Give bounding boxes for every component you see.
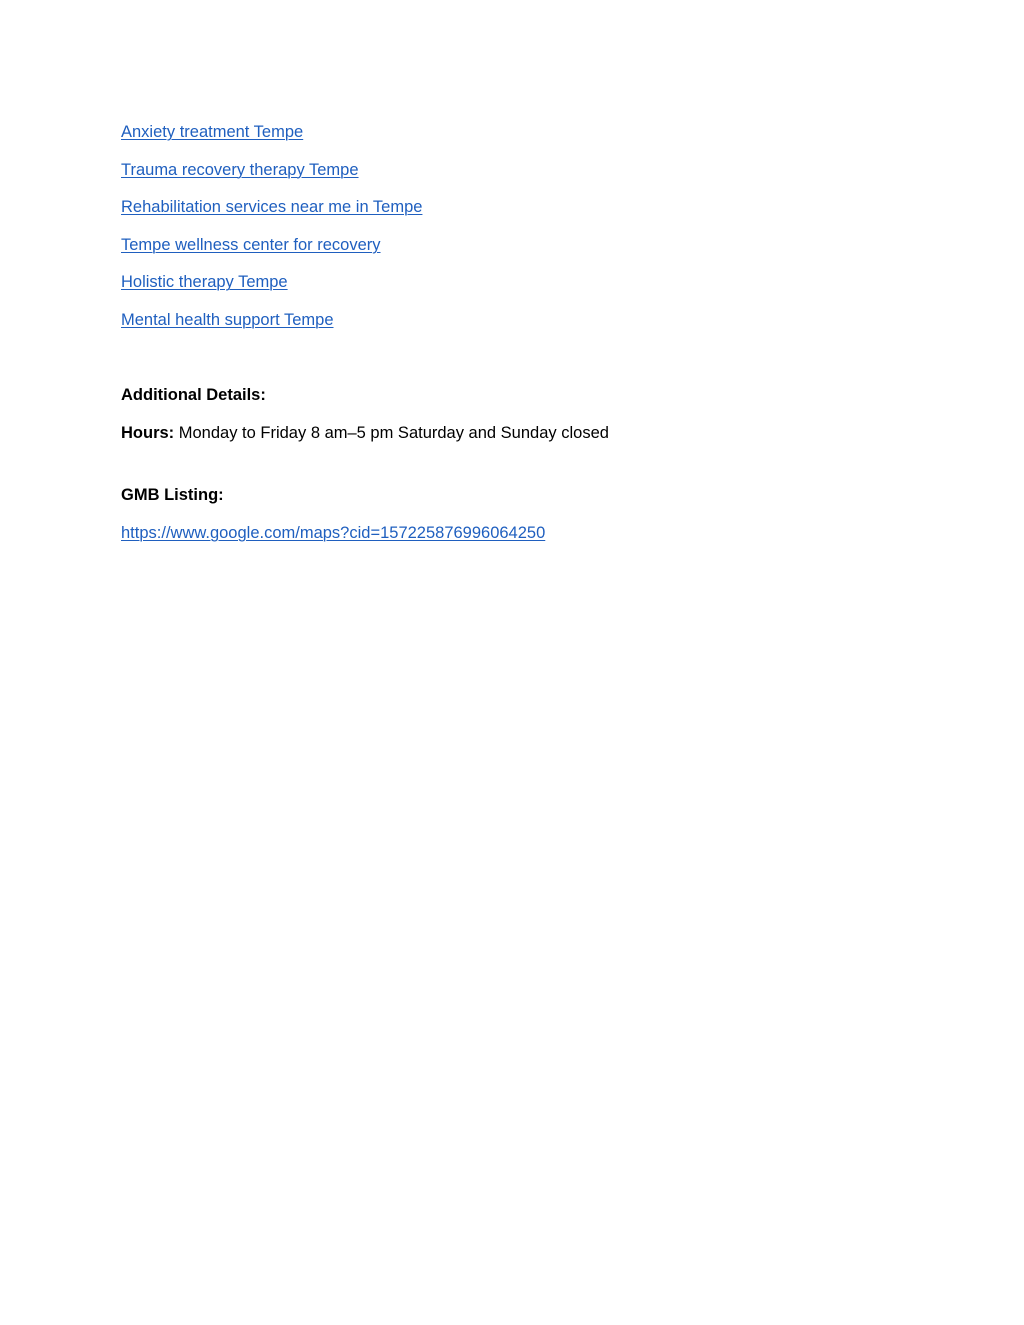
link-anxiety-treatment[interactable]: Anxiety treatment Tempe (121, 123, 304, 141)
link-wellness-center[interactable]: Tempe wellness center for recovery (121, 235, 381, 254)
link-trauma-recovery-therapy[interactable]: Trauma recovery therapy Tempe (121, 160, 359, 179)
keyword-link-list (121, 118, 921, 344)
list-item (121, 193, 921, 231)
hours-value: Monday to Friday 8 am–5 pm Saturday and Sunday closed (174, 423, 609, 442)
document-body (121, 118, 921, 547)
gmb-listing-link[interactable]: https://www.google.com/maps?cid=157225876996064250 (121, 523, 546, 542)
list-item (121, 231, 921, 269)
link-rehabilitation-services[interactable]: Rehabilitation services near me in Tempe (121, 198, 423, 217)
link-holistic-therapy[interactable]: Holistic therapy Tempe (121, 273, 288, 292)
list-item (121, 306, 921, 344)
list-item (121, 118, 921, 156)
gmb-link-line (121, 519, 921, 547)
link-mental-health-support[interactable]: Mental health support Tempe (121, 310, 334, 329)
additional-details-heading: Additional Details: (121, 385, 266, 404)
hours-label: Hours: (121, 423, 175, 442)
hours-line (121, 419, 921, 447)
list-item (121, 156, 921, 194)
gmb-listing-heading: GMB Listing: (121, 485, 224, 504)
list-item (121, 268, 921, 306)
